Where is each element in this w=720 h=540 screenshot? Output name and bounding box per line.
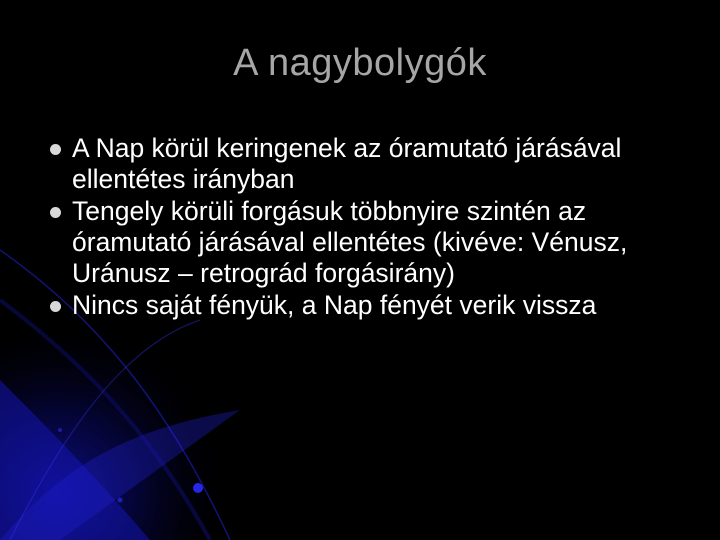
list-item: [50, 196, 690, 289]
bullet-list: [50, 133, 690, 322]
decor-dot-1: [193, 483, 203, 493]
bullet-icon: [50, 207, 61, 218]
slide-title: A nagybolygók: [233, 42, 487, 84]
bullet-text: A Nap körül keringenek az óramutató járásával ellentétes irányban: [72, 133, 622, 194]
list-item: [50, 290, 690, 321]
bullet-icon: [50, 301, 61, 312]
bullet-text: Nincs saját fényük, a Nap fényét verik vissza: [72, 290, 597, 320]
bullet-text: Tengely körüli forgásuk többnyire szintén az óramutató járásával ellentétes (kivéve: Vénusz, Uránusz – retrográd forgásirány): [72, 196, 628, 288]
list-item: [50, 133, 690, 195]
bullet-icon: [50, 144, 61, 155]
